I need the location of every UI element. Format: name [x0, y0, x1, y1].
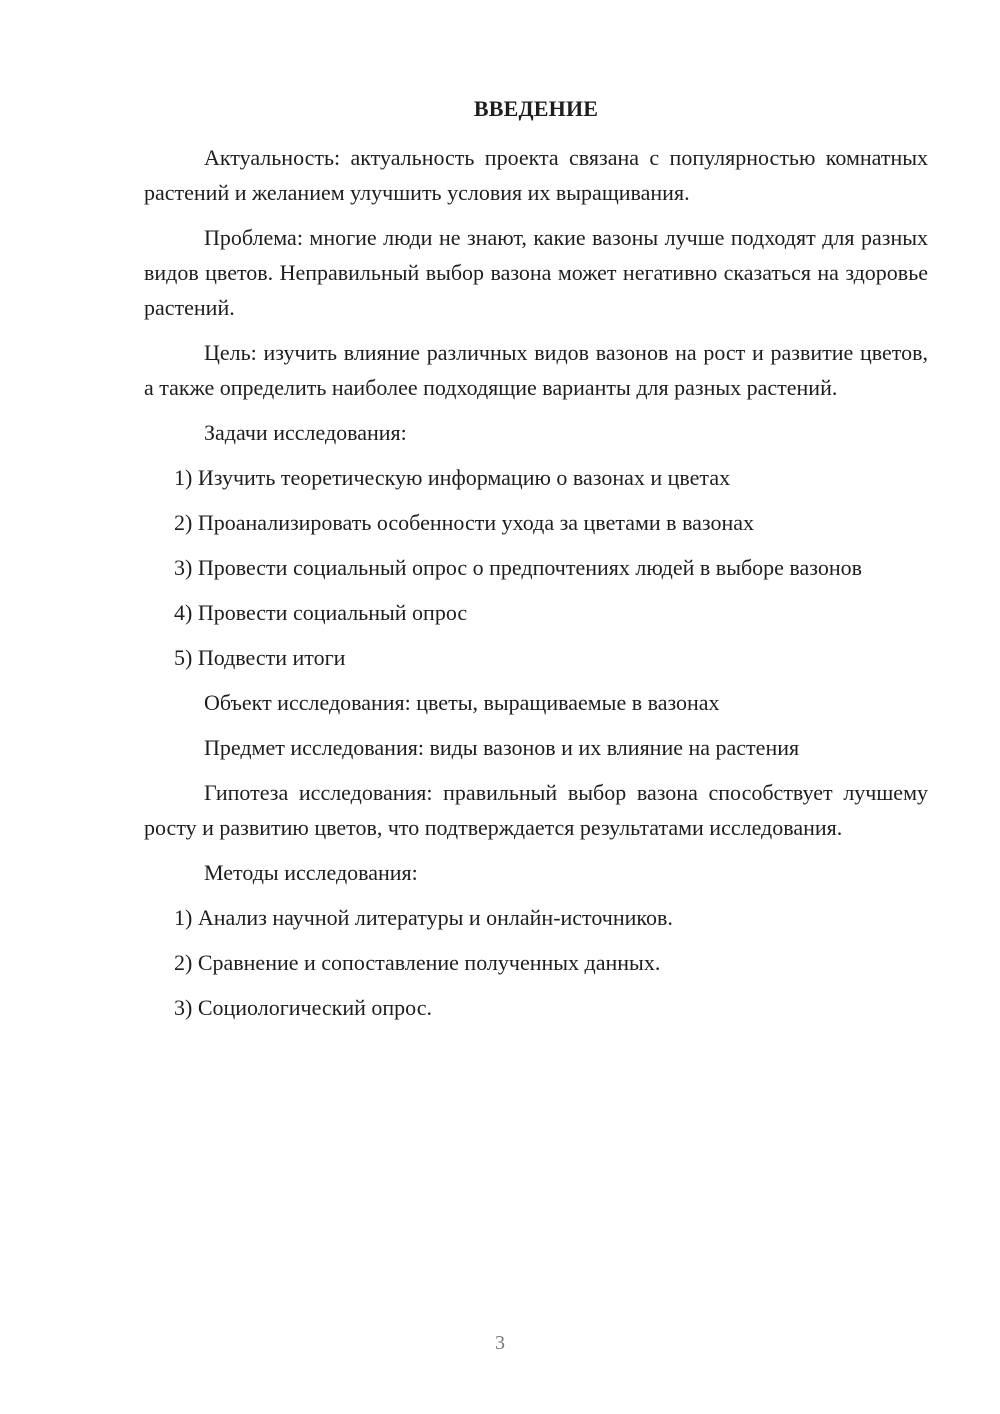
method-item: 3) Социологический опрос. [174, 995, 432, 1020]
page-content [144, 94, 928, 1035]
page-number: 3 [495, 1332, 505, 1354]
page-title: ВВЕДЕНИЕ [473, 96, 599, 121]
tasks-list [144, 460, 928, 675]
goal-paragraph: Цель: изучить влияние различных видов вазонов на рост и развитие цветов, а также определить наиболее подходящие варианты для разных растений. [144, 340, 928, 400]
hypothesis-paragraph: Гипотеза исследования: правильный выбор вазона способствует лучшему росту и развитию цветов, что подтверждается результатами исследования. [144, 780, 928, 840]
problem-paragraph: Проблема: многие люди не знают, какие вазоны лучше подходят для разных видов цветов. Неправильный выбор вазона может негативно сказаться на здоровье растений. [144, 225, 928, 320]
task-item: 4) Провести социальный опрос [174, 600, 468, 625]
methods-heading: Методы исследования: [204, 860, 418, 885]
task-item: 2) Проанализировать особенности ухода за цветами в вазонах [174, 510, 755, 535]
method-item: 2) Сравнение и сопоставление полученных данных. [174, 950, 661, 975]
object-line: Объект исследования: цветы, выращиваемые в вазонах [204, 690, 720, 715]
method-item: 1) Анализ научной литературы и онлайн-источников. [174, 905, 673, 930]
subject-line: Предмет исследования: виды вазонов и их влияние на растения [204, 735, 800, 760]
tasks-heading: Задачи исследования: [204, 420, 407, 445]
task-item: 1) Изучить теоретическую информацию о вазонах и цветах [174, 465, 731, 490]
relevance-paragraph: Актуальность: актуальность проекта связана с популярностью комнатных растений и желанием улучшить условия их выращивания. [144, 145, 928, 205]
task-item: 3) Провести социальный опрос о предпочтениях людей в выборе вазонов [174, 555, 863, 580]
methods-list [144, 900, 928, 1025]
task-item: 5) Подвести итоги [174, 645, 346, 670]
